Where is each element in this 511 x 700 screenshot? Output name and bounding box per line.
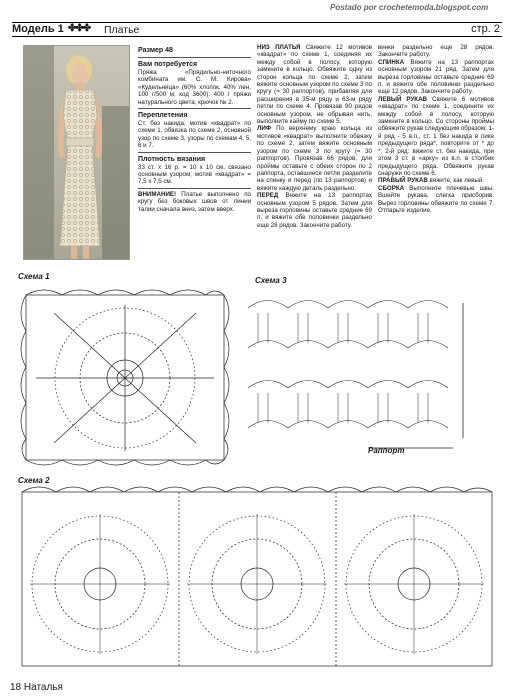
size-heading: Размер 48 — [138, 47, 173, 54]
front-heading: ПЕРЕД — [257, 192, 279, 200]
front-continued: винки раздельно еще 28 рядов. Закончите работу. — [378, 44, 494, 59]
gauge-text: 33 ст. х 16 р. = 10 х 10 см, связано основным узором; мотив «квадрат» = 7,5 х 7,5 см. — [138, 163, 251, 186]
column-3 — [378, 44, 494, 214]
scheme-2-diagram — [14, 484, 500, 674]
materials-heading: Вам потребуется — [138, 61, 198, 68]
assembly-text: Выполните плечевые швы. Вшейте рукава, слегка присборив. Вырез горловины обвяжите по схеме 7. Отпарьте изделие. — [378, 184, 494, 214]
scheme-2-label: Схема 2 — [18, 476, 50, 485]
model-number: Модель 1 — [12, 23, 64, 35]
bodice-text: По верхнему краю кольца из мотивов «квадрат» выполните обвязку по схеме 2, затем вяжите основным узором по схеме 3 по кругу (= 30 раппортов). Провязав 66 рядов, для проймы оставьте с обеих сторон по 2 раппорта, оставшиеся петли разделите на спинку и перед (по 13 раппортов) и вяжите каждую деталь раздельно. — [257, 125, 372, 192]
scheme-3-label: Схема 3 — [255, 276, 287, 285]
difficulty-stars: ✤✤✤ — [68, 23, 91, 34]
left-sleeve-text: Свяжите 6 мотивов «квадрат» по схеме 1, соедините их между собой в полосу, которую замкните в кольцо. Со стороны проймы обвяжите рукав следующим образом: 1-й ряд - 5 в.п., ст. 1 без накида в пике предыдущего ряда*, повторите от * до *; 2-й ряд: вяжите ст. без накида, при этом 3 ст. в «арку» из в.п. в столбик предыдущего ряда. Обвяжите рукав снаружи по схеме 6. — [378, 95, 494, 177]
back-text: Вяжите на 13 раппортах основным узором 21 ряд. Затем для выреза горловины оставьте средние 69 п. и вяжите обе половинки раздельно еще 12 рядов. Закончите работу. — [378, 58, 494, 96]
page-header — [12, 22, 502, 37]
back-heading: СПИНКА — [378, 58, 405, 66]
stitches-text: Ст. без накида, мотив «квадрат» по схеме 1, обвязка по схеме 2, основной узор по схеме 3, узоры по схемам 4, 5, 6 и 7. — [138, 120, 251, 150]
model-photo — [23, 45, 130, 260]
page-number: стр. 2 — [471, 23, 500, 35]
scheme-1-diagram — [14, 283, 236, 471]
assembly-heading: СБОРКА — [378, 184, 405, 192]
front-text: Вяжите на 13 раппортах основным узором 5 рядов. Затем для выреза горловины оставьте средние 69 п. и вяжите обе половинки раздельно еще 28 рядов. Закончите работу. — [257, 192, 372, 229]
column-1 — [138, 44, 251, 213]
right-sleeve-text: вяжите, как левый. — [429, 177, 485, 185]
bottom-heading: НИЗ ПЛАТЬЯ — [257, 44, 301, 51]
bodice-heading: ЛИФ — [257, 125, 272, 133]
left-sleeve-heading: ЛЕВЫЙ РУКАВ — [378, 95, 428, 103]
attention-text: Платье выполнено по кругу без боковых швов от линии талии сначала вниз, затем вверх. — [138, 190, 251, 213]
scheme-1-label: Схема 1 — [18, 272, 50, 281]
materials-text: Пряжа «Прядильно-ниточного комбината им. С. М. Кирова» «Кудельница» (60% хлопок, 40% лен, 100 г/500 м; код 3600): 400 г пряжи натурального цвета; крючок № 2. — [138, 69, 251, 106]
rapport-label: Раппорт — [368, 446, 405, 455]
right-sleeve-heading: ПРАВЫЙ РУКАВ — [378, 177, 428, 185]
footer-magazine: 18 Наталья — [10, 682, 63, 693]
blog-credit: Postado por crochetemoda.blogspot.com — [330, 3, 489, 12]
photo-illustration — [24, 46, 130, 260]
gauge-heading: Плотность вязания — [138, 155, 206, 163]
bottom-text: Свяжите 12 мотивов «квадрат» по схеме 1, соединяя их между собой в полосу, которую замкните в кольцо. Обвяжите одну из сторон кольца по схеме 2, затем вяжите основным узором по схеме 3 по кругу (= 30 раппортов), прибавляя для расширения в 35-м ряду и 63-м ряду петли по схеме 4. Провязав 90 рядов основным узором, не обрывая нить, выполните кайму по схеме 5. — [257, 44, 372, 126]
garment-title: Платье — [104, 24, 140, 36]
attention-label: ВНИМАНИЕ! — [138, 190, 177, 198]
stitches-heading: Переплетения — [138, 112, 188, 120]
scheme-3-diagram — [238, 288, 500, 458]
column-2 — [257, 44, 372, 229]
